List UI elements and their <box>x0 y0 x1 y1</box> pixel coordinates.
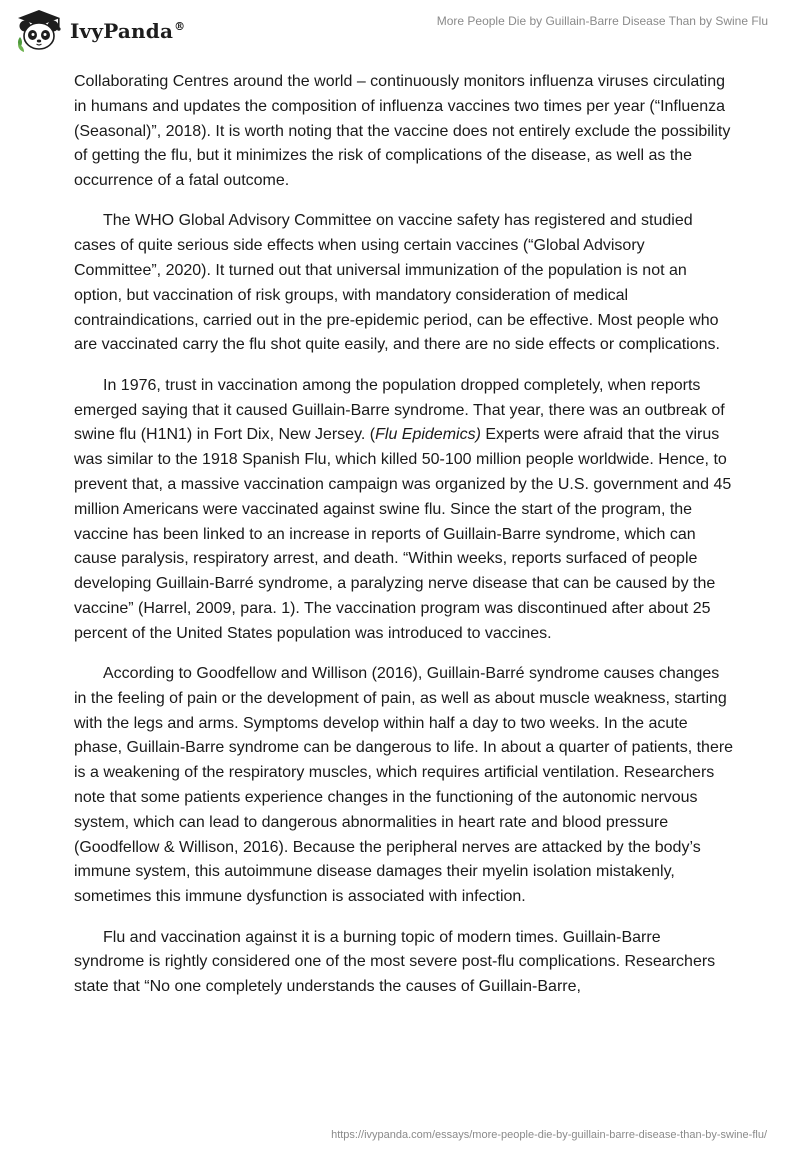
panda-graduate-icon <box>14 8 64 54</box>
paragraph-1: Collaborating Centres around the world – continuously monitors influenza viruses circulating in humans and updates the composition of influenza vaccines two times per year (“Influenza (Seasonal)”, 2018). It is worth noting that the vaccine does not entirely exclude the possibility of getting the flu, but it minimizes the risk of complications of the disease, as well as the occurrence of a fatal outcome. <box>74 73 731 190</box>
essay-body <box>74 70 734 1015</box>
ivypanda-logo[interactable] <box>14 8 185 54</box>
document-title: More People Die by Guillain-Barre Disease Than by Swine Flu <box>436 14 768 28</box>
logo-wordmark: IvyPanda® <box>70 19 186 43</box>
paragraph-4: According to Goodfellow and Willison (2016), Guillain-Barré syndrome causes changes in the feeling of pain or the development of pain, as well as about muscle weakness, starting with the legs and arms. Symptoms develop within half a day to two weeks. In the acute phase, Guillain-Barre syndrome can be dangerous to life. In about a quarter of patients, there is a weakening of the respiratory muscles, which requires artificial ventilation. Researchers note that some patients experience changes in the functioning of the autonomic nervous system, which can lead to dangerous abnormalities in heart rate and blood pressure (Goodfellow & Willison, 2016). Because the peripheral nerves are attacked by the body’s immune system, this autoimmune disease damages their myelin isolation mistakenly, sometimes this immune dysfunction is associated with infection. <box>74 665 734 906</box>
source-url[interactable]: https://ivypanda.com/essays/more-people-die-by-guillain-barre-disease-than-by-swine-flu/ <box>331 1129 767 1141</box>
paragraph-3 <box>74 374 734 647</box>
flu-epidemics-citation: Flu Epidemics) <box>375 426 481 444</box>
paragraph-3-text-start: In 1976, trust in vaccination among the population dropped completely, when reports emerged saying that it caused Guillain-Barre syndrome. That year, there was an outbreak of swine flu (H1N1) in Fort Dix, New Jersey. ( <box>74 376 725 444</box>
paragraph-3-text-end: Experts were afraid that the virus was similar to the 1918 Spanish Flu, which killed 50-100 million people worldwide. Hence, to prevent that, a massive vaccination campaign was organized by the U.S. government and 45 million Americans were vaccinated against swine flu. Since the start of the program, the vaccine has been linked to an increase in reports of Guillain-Barre syndrome, which can cause paralysis, respiratory arrest, and death. “Within weeks, reports surfaced of people developing Guillain-Barré syndrome, a paralyzing nerve disease that can be caused by the vaccine” (Harrel, 2009, para. 1). The vaccination program was discontinued after about 25 percent of the United States population was introduced to vaccines. <box>74 426 732 642</box>
paragraph-2: The WHO Global Advisory Committee on vaccine safety has registered and studied cases of quite serious side effects when using certain vaccines (“Global Advisory Committee”, 2020). It turned out that universal immunization of the population is not an option, but vaccination of risk groups, with mandatory consideration of medical contraindications, carried out in the pre-epidemic period, can be effective. Most people who are vaccinated carry the flu shot quite easily, and there are no side effects or complications. <box>74 212 720 354</box>
page-header <box>0 0 800 60</box>
paragraph-5: Flu and vaccination against it is a burning topic of modern times. Guillain-Barre syndrome is rightly considered one of the most severe post-flu complications. Researchers state that “No one completely understands the causes of Guillain-Barre, <box>74 928 716 996</box>
